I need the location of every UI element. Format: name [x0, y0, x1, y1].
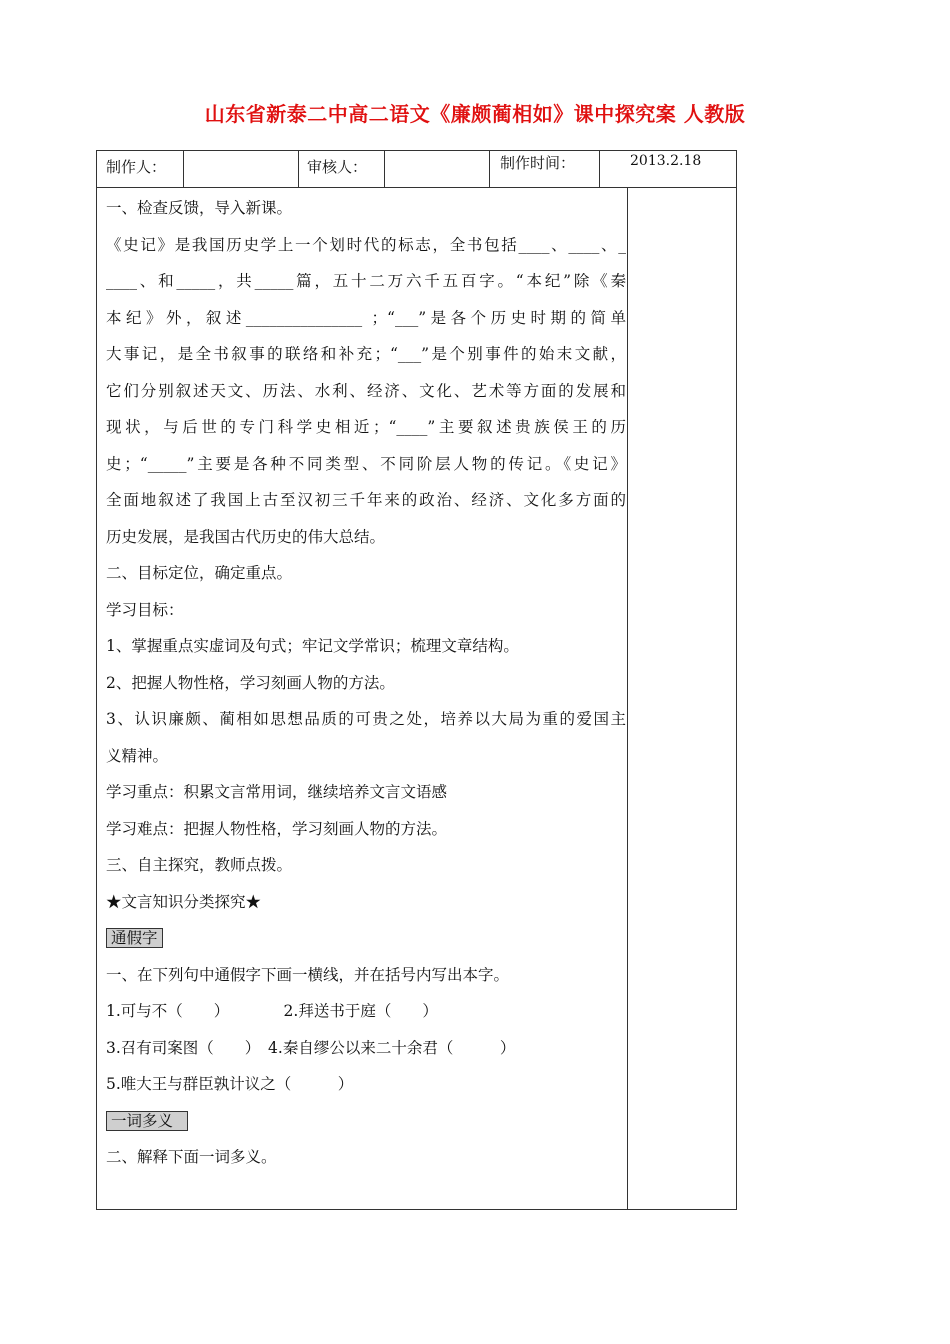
exercise-item: 3.召有司案图（ ） 4.秦自缪公以来二十余君（ ） — [106, 1038, 516, 1057]
maker-label: 制作人： — [106, 158, 167, 176]
subheading: ★文言知识分类探究★ — [106, 892, 262, 911]
time-value: 2013.2.18 — [630, 153, 702, 169]
paragraph-line: 它们分别叙述天文、历法、水利、经济、文化、艺术等方面的发展和 — [106, 381, 626, 400]
paragraph-line: ____、和_____，共_____篇，五十二万六千五百字。“本纪”除《秦 — [106, 272, 626, 290]
header-divider-5 — [599, 150, 600, 187]
header-divider-2 — [298, 150, 299, 187]
paragraph-line: 现状，与后世的专门科学史相近；“____”主要叙述贵族侯王的历 — [106, 418, 626, 436]
text-line: 学习难点：把握人物性格，学习刻画人物的方法。 — [106, 819, 448, 838]
exercise-item: 1.可与不（ ） 2.拜送书于庭（ ） — [106, 1002, 438, 1020]
reviewer-label: 审核人： — [307, 158, 368, 176]
header-row-divider — [96, 187, 737, 188]
section-heading: 二、目标定位，确定重点。 — [106, 564, 293, 582]
paragraph-line: 本纪》外，叙述_______________ ；“___”是各个历史时期的简单 — [106, 308, 626, 327]
section-heading: 一、检查反馈，导入新课。 — [106, 199, 293, 217]
goal-item: 3、认识廉颇、蔺相如思想品质的可贵之处，培养以大局为重的爱国主 — [106, 710, 626, 728]
text-line: 学习重点：积累文言常用词，继续培养文言文语感 — [106, 783, 448, 801]
paragraph-line: 历史发展，是我国古代历史的伟大总结。 — [106, 527, 386, 546]
section-heading: 三、自主探究，教师点拨。 — [106, 856, 293, 874]
paragraph-line: 《史记》是我国历史学上一个划时代的标志，全书包括____、____、_ — [106, 235, 626, 254]
goal-item: 2、把握人物性格，学习刻画人物的方法。 — [106, 673, 395, 692]
goal-item: 1、掌握重点实虚词及句式；牢记文学常识；梳理文章结构。 — [106, 637, 519, 655]
worksheet-content — [106, 190, 626, 1176]
document-title: 山东省新泰二中高二语文《廉颇蔺相如》课中探究案 人教版 — [204, 102, 746, 126]
side-column-divider — [627, 187, 628, 1210]
text-line: 学习目标： — [106, 600, 184, 619]
header-divider-4 — [489, 150, 490, 187]
paragraph-line: 全面地叙述了我国上古至汉初三千年来的政治、经济、文化多方面的 — [106, 491, 626, 509]
exercise-instruction: 一、在下列句中通假字下画一横线，并在括号内写出本字。 — [106, 965, 510, 984]
category-label: 一词多义 — [106, 1111, 188, 1131]
exercise-instruction: 二、解释下面一词多义。 — [106, 1148, 277, 1166]
exercise-item: 5.唯大王与群臣孰计议之（ ） — [106, 1075, 354, 1093]
header-divider-1 — [183, 150, 184, 187]
time-label: 制作时间： — [500, 154, 576, 172]
goal-item: 义精神。 — [106, 746, 169, 765]
category-label: 通假字 — [106, 928, 163, 948]
paragraph-line: 大事记，是全书叙事的联络和补充；“___”是个别事件的始末文献， — [106, 345, 626, 363]
paragraph-line: 史；“_____”主要是各种不同类型、不同阶层人物的传记。《史记》 — [106, 454, 626, 473]
header-divider-3 — [384, 150, 385, 187]
